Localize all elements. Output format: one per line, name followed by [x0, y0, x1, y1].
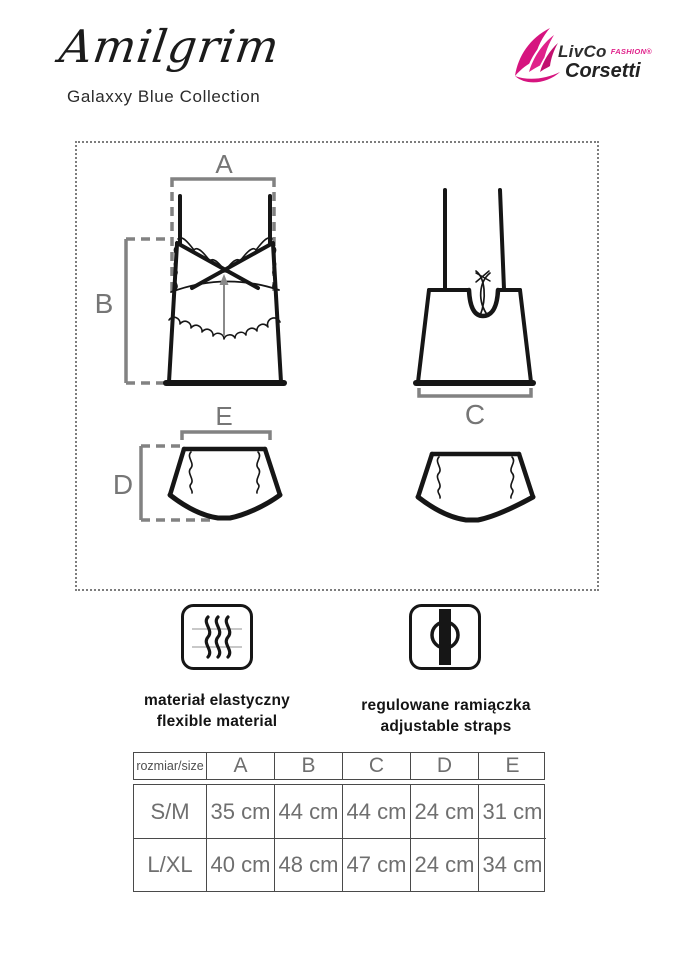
camisole-back-drawing — [416, 190, 533, 383]
flexible-material-caption — [92, 690, 342, 732]
size-table-body — [133, 784, 545, 892]
value-lxl-e: 34 cm — [478, 838, 546, 891]
size-label-lxl: L/XL — [134, 838, 206, 891]
adjustable-straps-icon — [408, 603, 482, 671]
caption-line-en: adjustable straps — [380, 718, 512, 735]
measurement-diagram-panel — [75, 141, 599, 591]
dim-label-c: C — [464, 399, 486, 430]
flexible-material-icon — [180, 603, 254, 671]
bow-icon — [476, 271, 490, 316]
wing-icon — [514, 28, 560, 90]
value-sm-e: 31 cm — [478, 785, 546, 838]
dim-label-b: B — [94, 288, 114, 319]
size-table — [133, 752, 545, 892]
table-col-d: D — [410, 753, 478, 779]
table-col-e: E — [478, 753, 546, 779]
logo-corsetti-text: Corsetti — [565, 60, 641, 82]
adjustable-straps-caption — [321, 695, 571, 737]
dim-label-a: A — [215, 149, 233, 179]
dim-label-d: D — [112, 469, 134, 500]
value-lxl-d: 24 cm — [410, 838, 478, 891]
camisole-front-drawing — [166, 196, 284, 383]
size-table-header — [133, 752, 545, 780]
livco-corsetti-logo — [514, 28, 668, 94]
value-sm-b: 44 cm — [274, 785, 342, 838]
value-sm-a: 35 cm — [206, 785, 274, 838]
briefs-front-drawing — [170, 449, 280, 518]
collection-subtitle: Galaxxy Blue Collection — [67, 87, 261, 106]
dimension-a-marks — [172, 149, 274, 295]
table-col-b: B — [274, 753, 342, 779]
dimension-b-marks — [95, 239, 212, 383]
dimension-d-marks — [113, 446, 213, 520]
dimension-e-marks — [182, 401, 270, 440]
arrow-up-icon — [220, 274, 229, 285]
garment-measurement-drawing — [77, 143, 593, 586]
product-name: Amilgrim — [56, 20, 284, 73]
logo-wordmark — [558, 43, 652, 81]
caption-line-pl: materiał elastyczny — [144, 692, 290, 709]
logo-fashion-text: FASHION® — [610, 47, 652, 56]
caption-line-pl: regulowane ramiączka — [361, 697, 531, 714]
value-lxl-c: 47 cm — [342, 838, 410, 891]
value-lxl-a: 40 cm — [206, 838, 274, 891]
caption-line-en: flexible material — [156, 713, 278, 730]
table-corner-label: rozmiar/size — [136, 759, 204, 773]
dim-label-e: E — [215, 401, 233, 431]
size-label-sm: S/M — [150, 798, 190, 824]
value-lxl-b: 48 cm — [274, 838, 342, 891]
table-col-c: C — [342, 753, 410, 779]
logo-livco-text: LivCo — [558, 42, 607, 61]
value-sm-d: 24 cm — [410, 785, 478, 838]
briefs-back-drawing — [418, 454, 533, 520]
dimension-c-marks — [419, 388, 531, 430]
table-col-a: A — [206, 753, 274, 779]
value-sm-c: 44 cm — [342, 785, 410, 838]
